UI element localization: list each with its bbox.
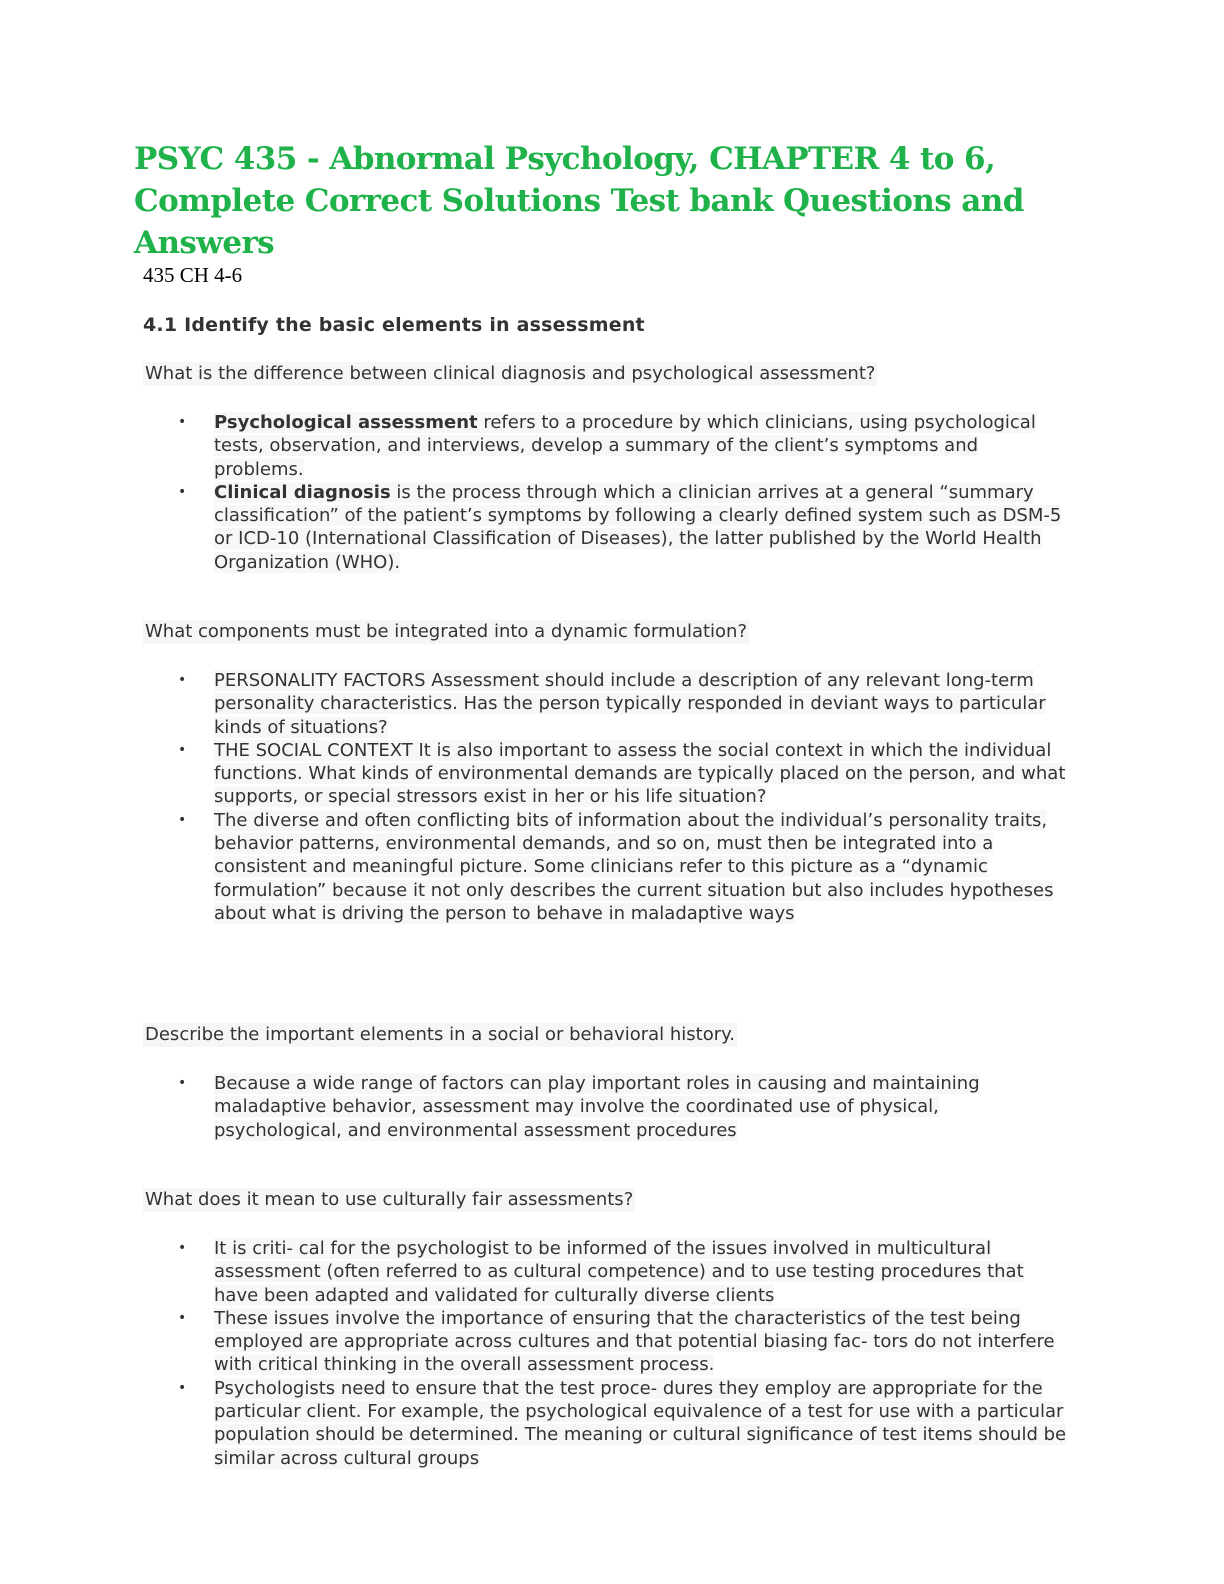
answer-body: These issues involve the importance of ensuring that the characteristics of the test being employed are appropriate across cultures and that potential biasing fac- tors do not interfere with critical thinking in the overall assessment process. [214, 1307, 1055, 1376]
question-3: Describe the important elements in a social or behavioral history. [145, 1024, 735, 1045]
list-item [178, 669, 1068, 739]
list-item [178, 1307, 1068, 1377]
list-item [178, 1377, 1068, 1470]
answer-body: Because a wide range of factors can play important roles in causing and maintaining maladaptive behavior, assessment may involve the coordinated use of physical, psychological, and environmental assessment procedures [214, 1073, 980, 1141]
list-item [178, 411, 1068, 481]
document-subtitle: 435 CH 4-6 [143, 263, 243, 287]
answer-text [214, 412, 1036, 480]
bullet-icon: • [178, 741, 187, 758]
bullet-icon: • [178, 811, 187, 828]
bullet-icon: • [178, 483, 187, 500]
question-2: What components must be integrated into a dynamic formulation? [145, 621, 748, 642]
answer-term: Clinical diagnosis [214, 481, 391, 503]
question-1: What is the difference between clinical diagnosis and psychological assessment? [145, 363, 876, 384]
list-item [178, 739, 1068, 809]
list-item [178, 1237, 1068, 1307]
answer-body: The diverse and often conflicting bits of information about the individual’s personality traits, behavior patterns, environmental demands, and so on, must then be integrated into a consistent and meaningful picture. Some clinicians refer to this picture as a “dynamic formulation” because it not only describes the current situation but also includes hypotheses about what is driving the person to behave in maladaptive ways [214, 809, 1054, 924]
answer-list-1 [178, 411, 1068, 574]
document-title: PSYC 435 - Abnormal Psychology, CHAPTER 4 to 6, Complete Correct Solutions Test bank Questions and Answers [134, 141, 1024, 261]
list-item [178, 1072, 1068, 1142]
question-4: What does it mean to use culturally fair assessments? [145, 1189, 634, 1210]
answer-text [214, 482, 1061, 573]
answer-body: is the process through which a clinician arrives at a general “summary classification” of the patient’s symptoms by following a clearly defined system such as DSM-5 or ICD-10 (International Classification of Diseases), the latter published by the World Health Organization (WHO). [214, 481, 1062, 573]
bullet-icon: • [178, 1309, 187, 1326]
list-item [178, 481, 1068, 574]
list-item [178, 809, 1068, 925]
answer-term: Psychological assessment [214, 412, 478, 433]
answer-body: Psychologists need to ensure that the test proce- dures they employ are appropriate for the particular client. For example, the psychological equivalence of a test for use with a particular population should be determined. The meaning or cultural significance of test items should be similar across cultural groups [214, 1377, 1067, 1469]
bullet-icon: • [178, 414, 187, 430]
answer-list-3 [178, 1072, 1068, 1142]
answer-body: It is criti- cal for the psychologist to be informed of the issues involved in multicultural assessment (often referred to as cultural competence) and to use testing procedures that have been adapted and validated for culturally diverse clients [214, 1238, 1024, 1306]
bullet-icon: • [178, 1075, 187, 1091]
bullet-icon: • [178, 1240, 187, 1256]
bullet-icon: • [178, 672, 187, 688]
answer-body: THE SOCIAL CONTEXT It is also important to assess the social context in which the individual functions. What kinds of environmental demands are typically placed on the person, and what supports, or special stressors exist in her or his life situation? [214, 739, 1066, 808]
answer-body: PERSONALITY FACTORS Assessment should include a description of any relevant long-term personality characteristics. Has the person typically responded in deviant ways to particular kinds of situations? [214, 670, 1046, 738]
answer-body: refers to a procedure by which clinicians, using psychological tests, observation, and interviews, develop a summary of the client’s symptoms and problems. [214, 412, 1036, 480]
answer-list-2 [178, 669, 1068, 925]
answer-list-4 [178, 1237, 1068, 1470]
bullet-icon: • [178, 1379, 187, 1396]
section-heading: 4.1 Identify the basic elements in assessment [143, 314, 645, 336]
